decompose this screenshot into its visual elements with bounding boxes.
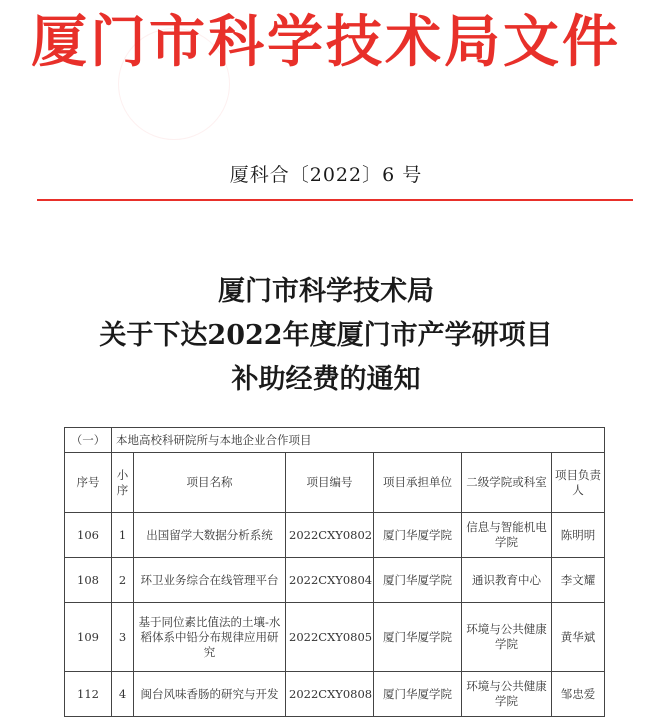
category-label: （一） — [65, 428, 112, 453]
project-table — [64, 427, 605, 717]
cell-lead: 邹忠爱 — [552, 672, 605, 717]
table-row — [65, 603, 605, 672]
column-header-name: 项目名称 — [134, 453, 286, 513]
cell-code: 2022CXY0805 — [286, 603, 374, 672]
cell-code: 2022CXY0804 — [286, 558, 374, 603]
cell-name: 出国留学大数据分析系统 — [134, 513, 286, 558]
cell-sub: 3 — [112, 603, 134, 672]
faint-seal-mark — [118, 28, 230, 140]
notice-title-line-1: 厦门市科学技术局 — [218, 276, 434, 307]
cell-unit: 厦门华厦学院 — [374, 672, 462, 717]
notice-title-line-2: 关于下达2022年度厦门市产学研项目 — [99, 320, 553, 351]
table-row — [65, 513, 605, 558]
cell-code: 2022CXY0808 — [286, 672, 374, 717]
cell-seq: 109 — [65, 603, 112, 672]
notice-title — [0, 270, 652, 402]
table-row — [65, 672, 605, 717]
cell-name: 闽台风味香肠的研究与开发 — [134, 672, 286, 717]
cell-unit: 厦门华厦学院 — [374, 513, 462, 558]
column-header-seq: 序号 — [65, 453, 112, 513]
column-header-unit: 项目承担单位 — [374, 453, 462, 513]
cell-dept: 环境与公共健康学院 — [462, 672, 552, 717]
table-header-row — [65, 453, 605, 513]
cell-seq: 112 — [65, 672, 112, 717]
category-title: 本地高校科研院所与本地企业合作项目 — [112, 428, 605, 453]
column-header-lead: 项目负责人 — [552, 453, 605, 513]
category-row — [65, 428, 605, 453]
cell-unit: 厦门华厦学院 — [374, 558, 462, 603]
red-divider-line — [37, 199, 633, 201]
cell-dept: 信息与智能机电学院 — [462, 513, 552, 558]
cell-name: 基于同位素比值法的土壤-水稻体系中铅分布规律应用研究 — [134, 603, 286, 672]
notice-title-line-3: 补助经费的通知 — [231, 364, 421, 395]
cell-unit: 厦门华厦学院 — [374, 603, 462, 672]
cell-sub: 4 — [112, 672, 134, 717]
cell-sub: 1 — [112, 513, 134, 558]
column-header-dept: 二级学院或科室 — [462, 453, 552, 513]
table-row — [65, 558, 605, 603]
cell-sub: 2 — [112, 558, 134, 603]
cell-seq: 108 — [65, 558, 112, 603]
cell-seq: 106 — [65, 513, 112, 558]
cell-lead: 黄华斌 — [552, 603, 605, 672]
document-number: 厦科合〔2022〕6 号 — [229, 164, 423, 186]
document-header-title: 厦门市科学技术局文件 — [31, 9, 621, 75]
cell-name: 环卫业务综合在线管理平台 — [134, 558, 286, 603]
column-header-sub: 小序 — [112, 453, 134, 513]
cell-dept: 通识教育中心 — [462, 558, 552, 603]
column-header-code: 项目编号 — [286, 453, 374, 513]
cell-code: 2022CXY0802 — [286, 513, 374, 558]
cell-lead: 李文耀 — [552, 558, 605, 603]
cell-lead: 陈明明 — [552, 513, 605, 558]
cell-dept: 环境与公共健康学院 — [462, 603, 552, 672]
